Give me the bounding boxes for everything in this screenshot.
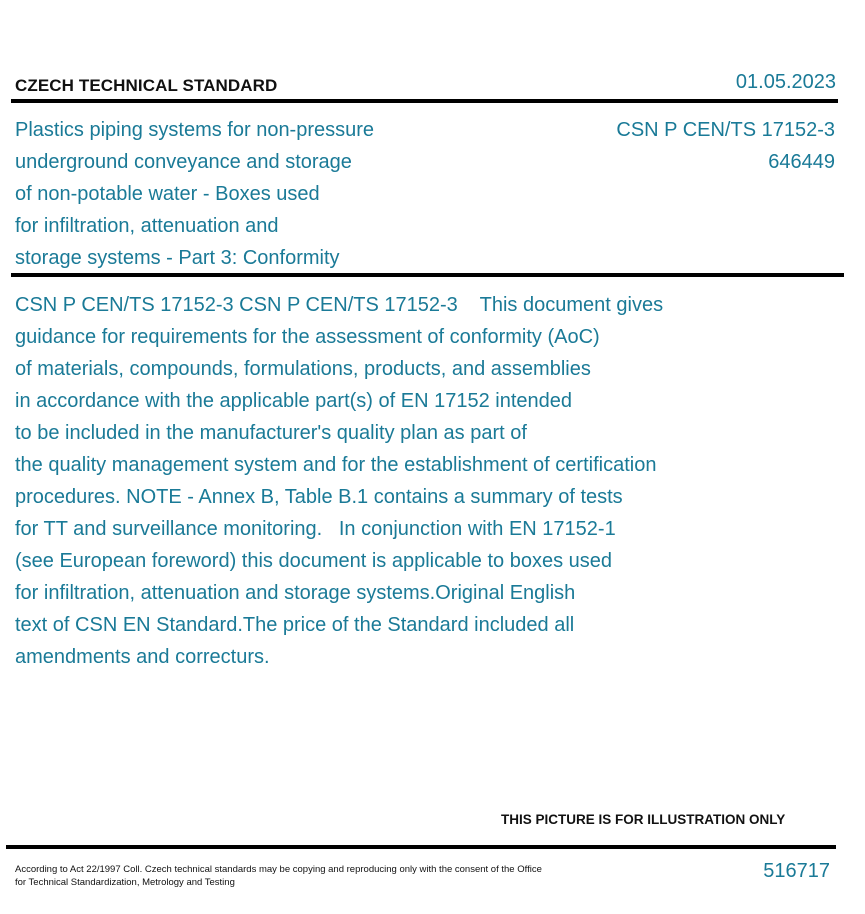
description-line: to be included in the manufacturer's quality plan as part of: [15, 422, 527, 444]
publication-date: 01.05.2023: [735, 71, 836, 93]
description-line: the quality management system and for the establishment of certification: [15, 454, 657, 476]
header-divider: [11, 99, 838, 103]
description-line: for TT and surveillance monitoring. In conjunction with EN 17152-1: [15, 518, 616, 540]
description-line: of materials, compounds, formulations, products, and assemblies: [15, 358, 591, 380]
standard-identifiers: [616, 114, 835, 178]
legal-notice-line: According to Act 22/1997 Coll. Czech technical standards may be copying and reproducing only with the consent of the Office: [15, 864, 542, 875]
illustration-note: THIS PICTURE IS FOR ILLUSTRATION ONLY: [501, 812, 786, 827]
footer-divider: [6, 845, 836, 849]
title-divider: [11, 273, 844, 277]
description-line: text of CSN EN Standard.The price of the Standard included all: [15, 614, 575, 636]
description-line: CSN P CEN/TS 17152-3 CSN P CEN/TS 17152-3 This document gives: [15, 294, 664, 316]
standard-title-line: storage systems - Part 3: Conformity: [15, 247, 340, 269]
description-line: for infiltration, attenuation and storage systems.Original English: [15, 582, 576, 604]
description-line: guidance for requirements for the assessment of conformity (AoC): [15, 326, 600, 348]
standard-title: [15, 114, 485, 274]
standard-description: [15, 289, 755, 673]
document-type-title: CZECH TECHNICAL STANDARD: [15, 76, 278, 95]
description-line: amendments and correcturs.: [15, 646, 270, 668]
standard-code: CSN P CEN/TS 17152-3: [616, 119, 835, 141]
standard-title-line: of non-potable water - Boxes used: [15, 183, 320, 205]
description-line: procedures. NOTE - Annex B, Table B.1 contains a summary of tests: [15, 486, 623, 508]
description-line: (see European foreword) this document is applicable to boxes used: [15, 550, 613, 572]
catalog-number: 646449: [768, 151, 835, 173]
legal-notice-line: for Technical Standardization, Metrology and Testing: [15, 877, 235, 888]
footer-document-number: 516717: [763, 860, 830, 882]
standard-title-line: Plastics piping systems for non-pressure: [15, 119, 375, 141]
standard-title-line: underground conveyance and storage: [15, 151, 352, 173]
legal-notice: [15, 863, 615, 889]
standard-title-line: for infiltration, attenuation and: [15, 215, 279, 237]
description-line: in accordance with the applicable part(s) of EN 17152 intended: [15, 390, 573, 412]
